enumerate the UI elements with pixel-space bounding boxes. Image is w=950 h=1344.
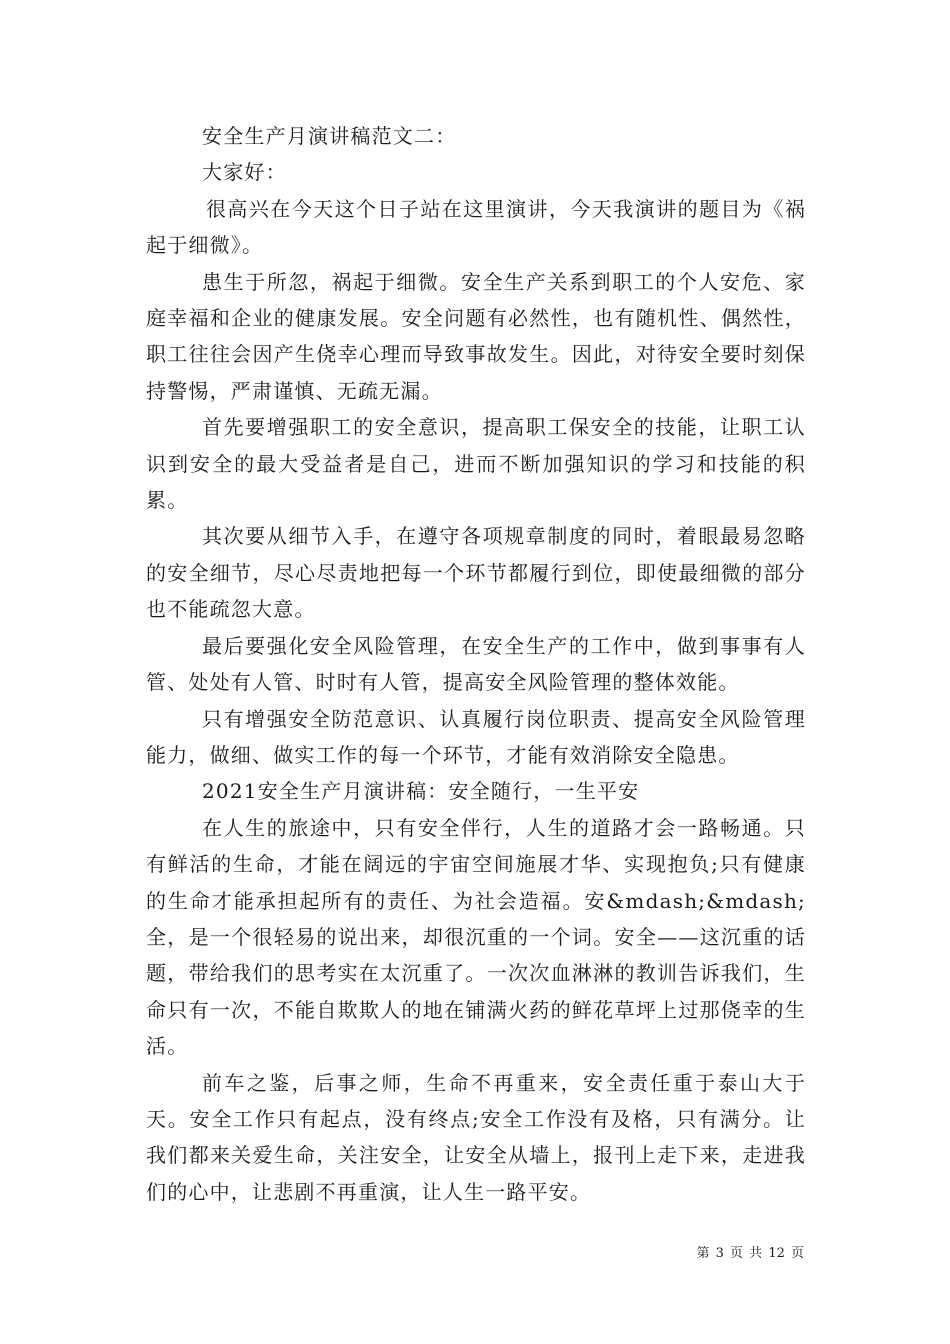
- paragraph-body: 患生于所忽，祸起于细微。安全生产关系到职工的个人安危、家庭幸福和企业的健康发展。安全问题有必然性，也有随机性、偶然性，职工往往会因产生侥幸心理而导致事故发生。因此，对待安全要时刻保持警惕，严肃谨慎、无疏无漏。: [146, 269, 806, 403]
- section-title: 安全生产月演讲稿范文二：: [202, 124, 457, 148]
- paragraph-body: 在人生的旅途中，只有安全伴行，人生的道路才会一路畅通。只有鲜活的生命，才能在阔远的宇宙空间施展才华、实现抱负;只有健康的生命才能承担起所有的责任、为社会造福。安&mdash;&mdash;全，是一个很轻易的说出来，却很沉重的一个词。安全——这沉重的话题，带给我们的思考实在太沉重了。一次次血淋淋的教训告诉我们，生命只有一次，不能自欺欺人的地在铺满火药的鲜花草坪上过那侥幸的生活。: [146, 815, 806, 1059]
- section-title: 2021安全生产月演讲稿：安全随行，一生平安: [202, 779, 640, 804]
- paragraph-body: 最后要强化安全风险管理，在安全生产的工作中，做到事事有人管、处处有人管、时时有人管，提高安全风险管理的整体效能。: [146, 633, 806, 695]
- paragraph-intro: 很高兴在今天这个日子站在这里演讲，今天我演讲的题目为《祸起于细微》。: [146, 196, 806, 258]
- paragraph-body: 前车之鉴，后事之师，生命不再重来，安全责任重于泰山大于天。安全工作只有起点，没有终点;安全工作没有及格，只有满分。让我们都来关爱生命，关注安全，让安全从墙上，报刊上走下来，走进我们的心中，让悲剧不再重演，让人生一路平安。: [146, 1070, 806, 1204]
- paragraph-body: 首先要增强职工的安全意识，提高职工保安全的技能，让职工认识到安全的最大受益者是自己，进而不断加强知识的学习和技能的积累。: [146, 415, 806, 513]
- page-footer: 第 3 页 共 12 页: [696, 1246, 804, 1261]
- paragraph-body: 其次要从细节入手，在遵守各项规章制度的同时，着眼最易忽略的安全细节，尽心尽责地把每一个环节都履行到位，即使最细微的部分也不能疏忽大意。: [146, 524, 806, 622]
- paragraph-body: 只有增强安全防范意识、认真履行岗位职责、提高安全风险管理能力，做细、做实工作的每一个环节，才能有效消除安全隐患。: [146, 706, 806, 767]
- greeting: 大家好：: [202, 160, 287, 185]
- document-body: [146, 118, 806, 1210]
